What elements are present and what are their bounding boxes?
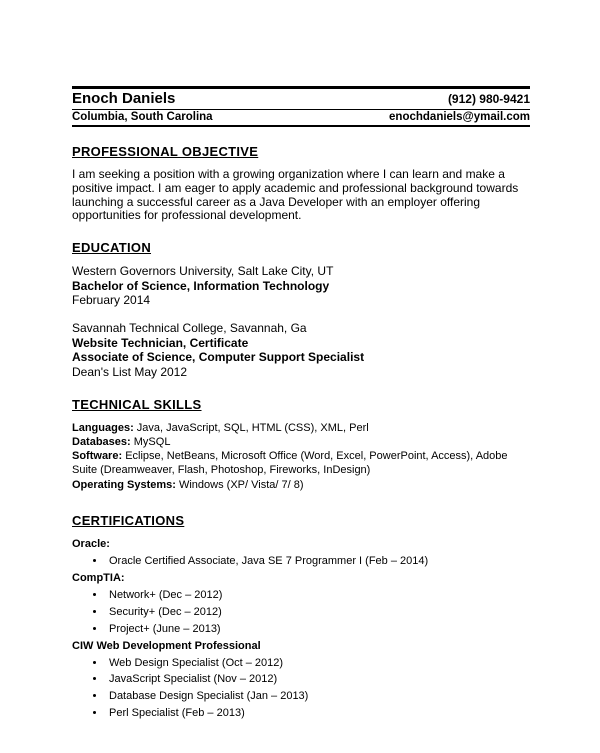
- education-institution: Savannah Technical College, Savannah, Ga: [72, 321, 307, 336]
- cert-item: • Oracle Certified Associate, Java SE 7 Programmer I (Feb – 2014): [106, 554, 530, 568]
- cert-item: • JavaScript Specialist (Nov – 2012): [106, 672, 530, 686]
- cert-item: • Database Design Specialist (Jan – 2013): [106, 689, 530, 703]
- cert-item: • Web Design Specialist (Oct – 2012): [106, 656, 530, 670]
- header-name-row: [72, 89, 530, 109]
- skill-label: Databases:: [72, 435, 131, 448]
- phone-number: (912) 980-9421: [447, 92, 530, 106]
- header-contact-row: [72, 110, 530, 125]
- cert-group-title: CompTIA:: [72, 572, 125, 585]
- skill-value: Java, JavaScript, SQL, HTML (CSS), XML, Perl: [136, 421, 369, 434]
- cert-item: • Network+ (Dec – 2012): [106, 588, 530, 602]
- cert-group-title: CIW Web Development Professional: [72, 639, 261, 652]
- skill-value: Eclipse, NetBeans, Microsoft Office (Word, Excel, PowerPoint, Access), Adobe Suite (Dreamweaver, Flash, Photoshop, Fireworks, InDesign): [72, 450, 508, 477]
- education-institution: Western Governors University, Salt Lake City, UT: [72, 264, 334, 279]
- education-degree: Bachelor of Science, Information Technology: [72, 278, 330, 293]
- education-date: February 2014: [72, 293, 151, 308]
- email-text: enochdaniels@ymail.com: [389, 111, 530, 123]
- cert-group-items: [72, 656, 530, 721]
- objective-paragraph: I am seeking a position with a growing organization where I can learn and make a positive impact. I am eager to apply academic and professional background towards launching a successful career as a Java Developer with an employer offering opportunities for professional development.: [72, 167, 519, 223]
- skill-value: Windows (XP/ Vista/ 7/ 8): [178, 478, 304, 491]
- location-text: Columbia, South Carolina: [72, 111, 213, 123]
- skill-row: [72, 421, 530, 435]
- skill-label: Languages:: [72, 421, 134, 434]
- cert-group-title: Oracle:: [72, 538, 110, 551]
- skill-label: Software:: [72, 450, 123, 463]
- certifications-heading: CERTIFICATIONS: [72, 513, 185, 529]
- cert-group-items: [72, 588, 530, 636]
- education-degree: Associate of Science, Computer Support Specialist: [72, 350, 365, 365]
- skill-value: MySQL: [133, 435, 171, 448]
- cert-item: • Security+ (Dec – 2012): [106, 605, 530, 619]
- cert-group-items: [72, 554, 530, 568]
- header-bottom-rule: [72, 125, 530, 127]
- education-entry: [72, 321, 530, 380]
- education-honors: Dean's List May 2012: [72, 364, 188, 379]
- skill-row: [72, 449, 530, 478]
- skill-row: [72, 478, 530, 492]
- skills-heading: TECHNICAL SKILLS: [72, 396, 202, 412]
- skill-row: [72, 435, 530, 449]
- certifications-list: [72, 537, 530, 720]
- cert-item: • Perl Specialist (Feb – 2013): [106, 706, 530, 720]
- skill-label: Operating Systems:: [72, 478, 176, 491]
- skills-list: [72, 421, 530, 492]
- education-heading: EDUCATION: [72, 240, 152, 256]
- cert-item: • Project+ (June – 2013): [106, 622, 530, 636]
- education-degree: Website Technician, Certificate: [72, 335, 249, 350]
- person-name: Enoch Daniels: [72, 90, 176, 107]
- objective-heading: PROFESSIONAL OBJECTIVE: [72, 144, 259, 159]
- education-entry: [72, 264, 530, 308]
